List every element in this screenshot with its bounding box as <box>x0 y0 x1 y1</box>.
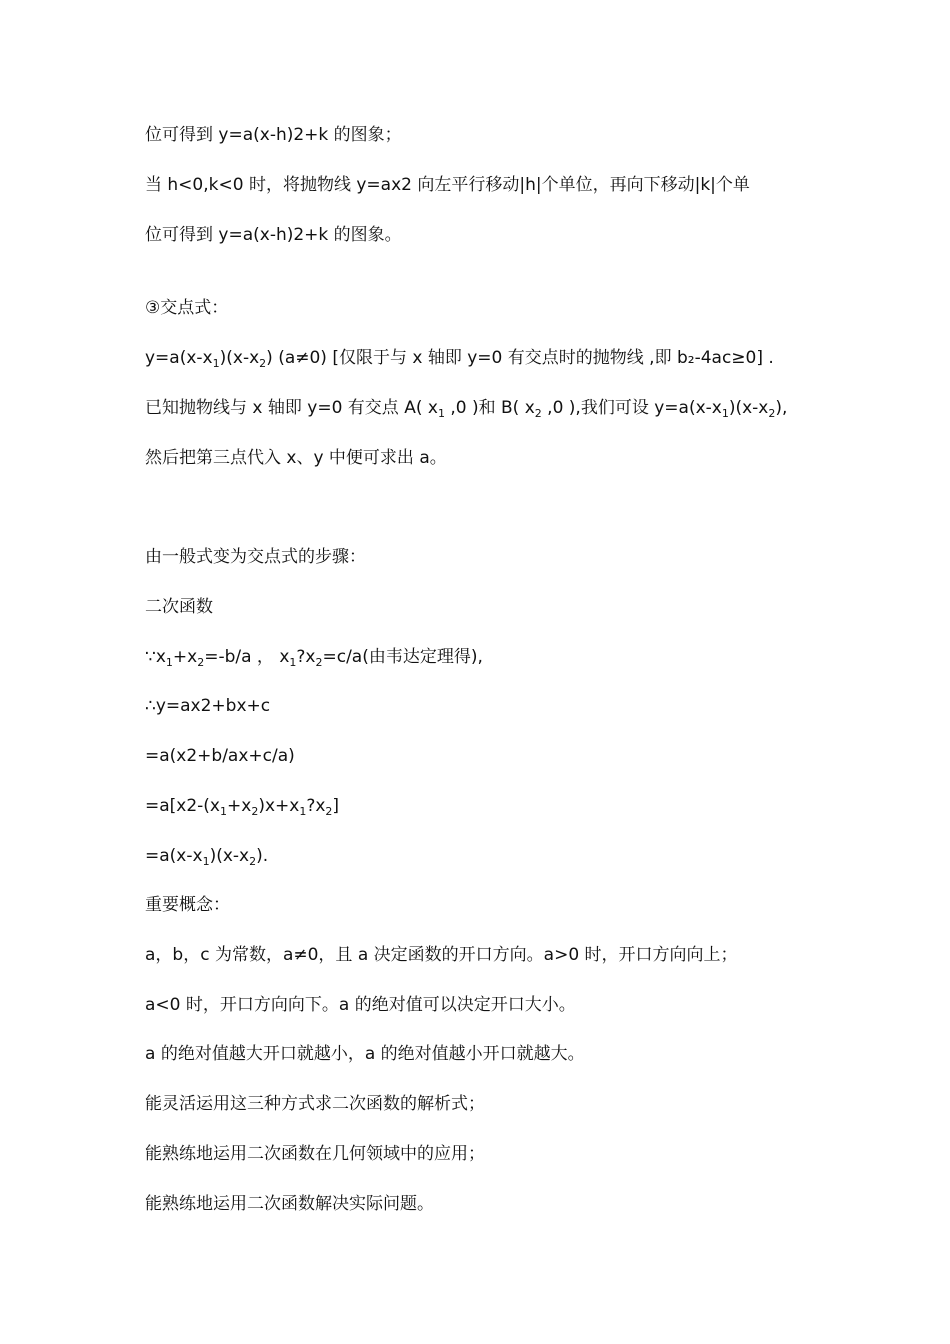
text-segment: ∴y=ax2+bx+c <box>145 696 271 716</box>
subscript: 1 <box>202 855 210 868</box>
text-segment: 能熟练地运用二次函数在几何领域中的应用； <box>145 1144 485 1164</box>
subscript: 2 <box>325 805 333 818</box>
text-segment: 位可得到 y=a(x-h)2+k 的图象； <box>145 125 402 145</box>
subscript: 2 <box>315 656 323 669</box>
text-line <box>145 844 825 868</box>
text-segment: 由一般式变为交点式的步骤： <box>145 547 366 567</box>
text-segment: )(x-x <box>209 846 250 866</box>
text-segment: 已知抛物线与 x 轴即 y=0 有交点 A( x <box>145 398 438 418</box>
text-line <box>145 223 825 247</box>
text-segment: ) (a≠0) [仅限于与 x 轴即 y=0 有交点时的抛物线 ,即 b₂-4ac≥0] . <box>266 348 774 368</box>
text-line <box>145 645 825 669</box>
text-line <box>145 943 825 967</box>
text-segment: ③交点式： <box>145 298 229 318</box>
text-line <box>145 744 825 768</box>
subscript: 1 <box>212 357 220 370</box>
text-segment: +x <box>227 796 252 816</box>
subscript: 2 <box>534 407 542 420</box>
subscript: 2 <box>249 855 257 868</box>
text-segment: )x+x <box>258 796 300 816</box>
subscript: 1 <box>721 407 729 420</box>
subscript: 1 <box>220 805 227 818</box>
text-segment: =a[x2-(x <box>145 796 220 816</box>
text-segment: 当 h<0,k<0 时，将抛物线 y=ax2 向左平行移动|h|个单位，再向下移动|k|个单 <box>145 175 750 195</box>
text-segment: a，b，c 为常数，a≠0，且 a 决定函数的开口方向。a>0 时，开口方向向上； <box>145 945 738 965</box>
text-segment: a<0 时，开口方向向下。a 的绝对值可以决定开口大小。 <box>145 995 576 1015</box>
text-line <box>145 794 825 818</box>
text-line <box>145 1092 825 1116</box>
text-segment: =-b/a ， x <box>204 647 290 667</box>
text-segment: ] <box>332 796 340 816</box>
text-segment: 然后把第三点代入 x、y 中便可求出 a。 <box>145 448 447 468</box>
text-segment: ?x <box>296 647 316 667</box>
text-line <box>145 545 825 569</box>
text-line <box>145 1042 825 1066</box>
text-segment: 重要概念： <box>145 895 230 915</box>
text-line <box>145 346 825 370</box>
text-segment: ). <box>256 846 269 866</box>
text-segment: )(x-x <box>219 348 260 368</box>
text-segment: =c/a(由韦达定理得), <box>322 647 483 667</box>
subscript: 1 <box>437 407 445 420</box>
subscript: 2 <box>768 407 776 420</box>
text-line <box>145 993 825 1017</box>
text-segment: +x <box>172 647 198 667</box>
text-segment: 能熟练地运用二次函数解决实际问题。 <box>145 1194 434 1214</box>
subscript: 2 <box>259 357 267 370</box>
subscript: 1 <box>299 805 307 818</box>
text-segment: 位可得到 y=a(x-h)2+k 的图象。 <box>145 225 402 245</box>
subscript: 1 <box>289 656 297 669</box>
text-segment: ,0 )和 B( x <box>444 398 535 418</box>
text-segment: =a(x2+b/ax+c/a) <box>145 746 295 766</box>
subscript: 1 <box>165 656 173 669</box>
text-segment: 二次函数 <box>145 597 213 617</box>
text-line <box>145 893 825 917</box>
text-segment: ?x <box>306 796 326 816</box>
text-line <box>145 694 825 718</box>
text-line <box>145 173 825 197</box>
text-segment: ∵x <box>145 647 166 667</box>
text-segment: 能灵活运用这三种方式求二次函数的解析式； <box>145 1094 485 1114</box>
text-line <box>145 1192 825 1216</box>
text-segment: )(x-x <box>728 398 769 418</box>
subscript: 2 <box>251 805 259 818</box>
text-line <box>145 1142 825 1166</box>
subscript: 2 <box>197 656 205 669</box>
text-segment: y=a(x-x <box>145 348 213 368</box>
text-line <box>145 446 825 470</box>
text-segment: a 的绝对值越大开口就越小，a 的绝对值越小开口就越大。 <box>145 1044 585 1064</box>
text-segment: ,0 ),我们可设 y=a(x-x <box>541 398 722 418</box>
text-segment: =a(x-x <box>145 846 203 866</box>
text-line <box>145 595 825 619</box>
text-line <box>145 396 825 420</box>
text-segment: ), <box>775 398 788 418</box>
text-line <box>145 123 825 147</box>
text-line <box>145 296 825 320</box>
